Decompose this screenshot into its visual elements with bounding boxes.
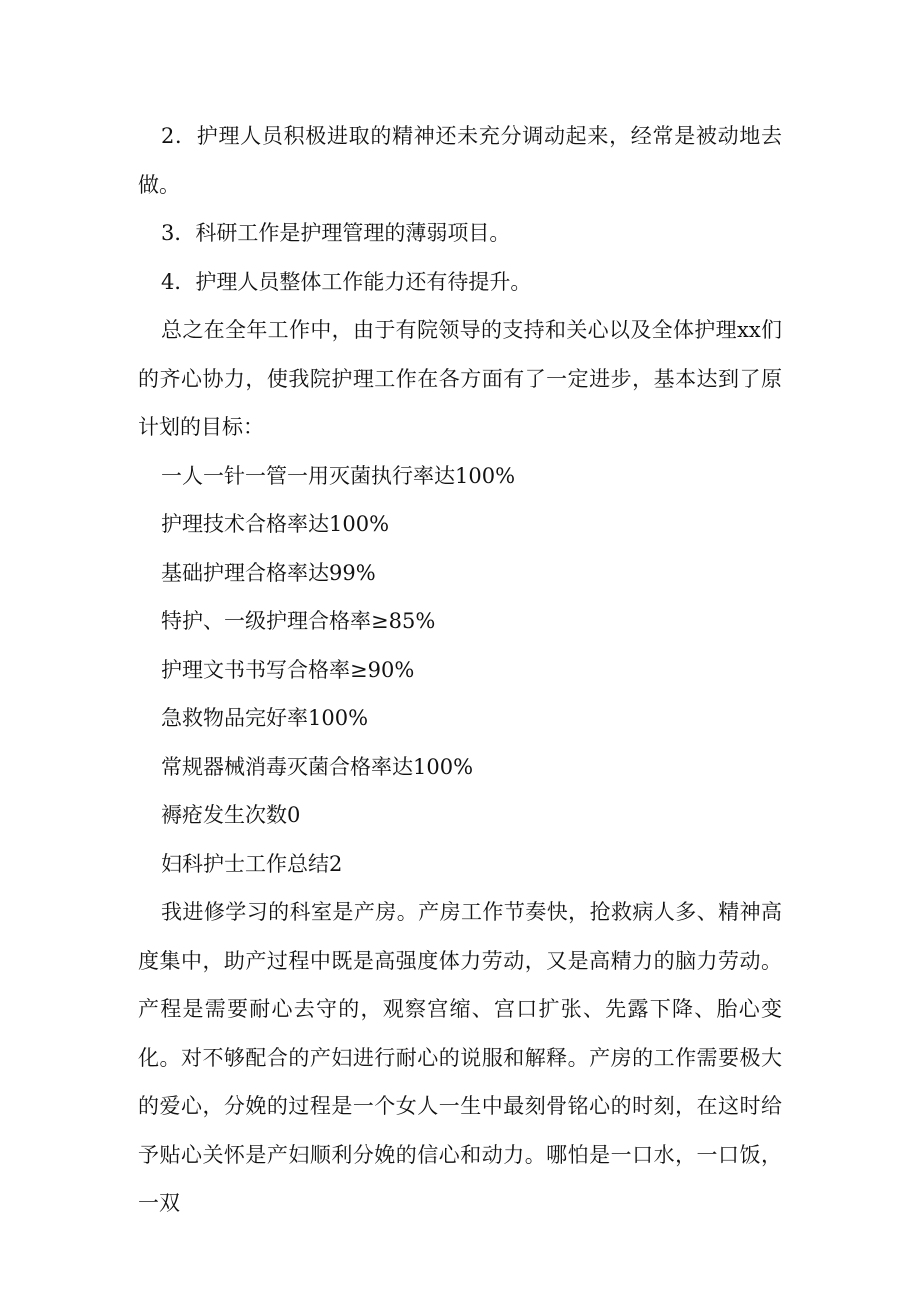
- section-heading: 妇科护士工作总结2: [161, 851, 343, 876]
- metric-basic-nursing-rate: 基础护理合格率达99%: [161, 560, 376, 585]
- document-body: [138, 112, 782, 1228]
- paragraph-item-4: 4．护理人员整体工作能力还有待提升。: [161, 269, 532, 294]
- metric-nursing-technique-rate: 护理技术合格率达100%: [161, 512, 390, 536]
- metric-sterilization-rate: 一人一针一管一用灭菌执行率达100%: [161, 463, 516, 488]
- paragraph-summary: 总之在全年工作中，由于有院领导的支持和关心以及全体护理xx们的齐心协力，使我院护理工作在各方面有了一定进步，基本达到了原计划的目标：: [138, 318, 782, 439]
- metric-instrument-sterilization-rate: 常规器械消毒灭菌合格率达100%: [161, 754, 474, 779]
- metric-emergency-supplies-rate: 急救物品完好率100%: [161, 706, 369, 730]
- metric-bedsore-count: 褥疮发生次数0: [161, 803, 301, 827]
- metric-special-nursing-rate: 特护、一级护理合格率≥85%: [161, 609, 436, 633]
- paragraph-item-2: 2．护理人员积极进取的精神还未充分调动起来，经常是被动地去做。: [138, 124, 782, 197]
- paragraph-delivery-room: 我进修学习的科室是产房。产房工作节奏快，抢救病人多、精神高度集中，助产过程中既是高强度体力劳动，又是高精力的脑力劳动。产程是需要耐心去守的，观察宫缩、宫口扩张、先露下降、胎心变化。对不够配合的产妇进行耐心的说服和解释。产房的工作需要极大的爱心，分娩的过程是一个女人一生中最刻骨铭心的时刻，在这时给予贴心关怀是产妇顺利分娩的信心和动力。哪怕是一口水，一口饭，一双: [138, 900, 782, 1215]
- paragraph-item-3: 3．科研工作是护理管理的薄弱项目。: [161, 221, 511, 245]
- metric-nursing-documents-rate: 护理文书书写合格率≥90%: [161, 657, 415, 682]
